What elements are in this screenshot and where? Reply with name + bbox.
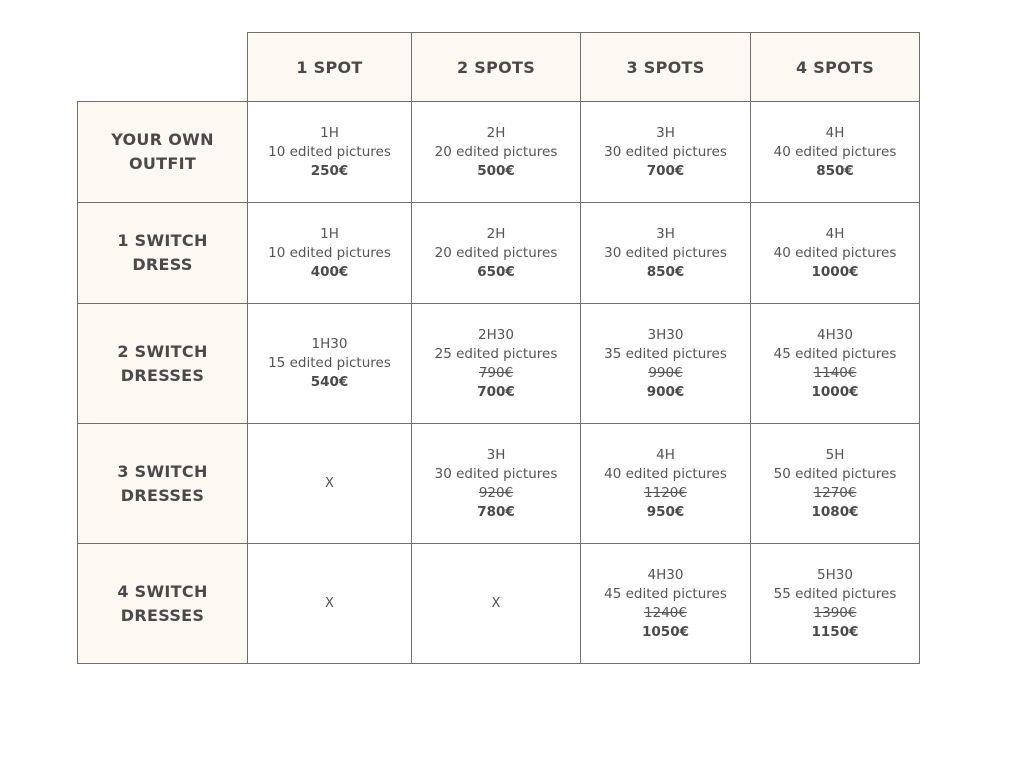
session-duration: 4H bbox=[825, 124, 845, 141]
old-price: 1240€ bbox=[644, 604, 687, 621]
pictures-count: 45 edited pictures bbox=[773, 345, 897, 362]
price: 1150€ bbox=[811, 623, 859, 640]
pictures-count: 40 edited pictures bbox=[773, 143, 897, 160]
row-header-line: OUTFIT bbox=[128, 154, 197, 173]
price: 1050€ bbox=[642, 623, 689, 640]
pictures-count: 15 edited pictures bbox=[268, 355, 391, 371]
table-row bbox=[78, 424, 920, 544]
session-duration: 1H30 bbox=[311, 336, 348, 352]
price-cell bbox=[412, 544, 581, 664]
price: 1000€ bbox=[811, 263, 859, 280]
price-cell bbox=[581, 544, 751, 664]
pictures-count: 10 edited pictures bbox=[268, 244, 391, 261]
table-row bbox=[78, 102, 920, 203]
price: 950€ bbox=[646, 503, 685, 520]
price: 850€ bbox=[816, 162, 854, 179]
session-duration: 2H bbox=[486, 124, 506, 141]
session-duration: 3H bbox=[656, 124, 675, 141]
row-header-line: DRESSES bbox=[120, 605, 205, 625]
price: 1000€ bbox=[811, 383, 859, 400]
price: 900€ bbox=[646, 383, 685, 400]
row-header-line: 1 SWITCH bbox=[117, 231, 208, 250]
price: 500€ bbox=[477, 162, 515, 179]
pictures-count: 30 edited pictures bbox=[434, 465, 558, 482]
old-price: 1120€ bbox=[644, 484, 687, 501]
price: 780€ bbox=[477, 503, 515, 520]
price: 650€ bbox=[477, 263, 515, 280]
pictures-count: 20 edited pictures bbox=[434, 244, 558, 261]
session-duration: 3H bbox=[486, 446, 506, 463]
price-cell bbox=[751, 424, 920, 544]
row-header-line: DRESS bbox=[132, 255, 193, 274]
price: 250€ bbox=[310, 162, 349, 179]
session-duration: 5H30 bbox=[817, 566, 853, 583]
pictures-count: 55 edited pictures bbox=[773, 585, 897, 602]
price-cell bbox=[412, 203, 581, 304]
row-header bbox=[78, 304, 248, 424]
price: 700€ bbox=[477, 383, 515, 400]
price: 400€ bbox=[310, 263, 349, 280]
row-header bbox=[78, 203, 248, 304]
price-cell bbox=[581, 424, 751, 544]
price-cell bbox=[248, 424, 412, 544]
old-price: 990€ bbox=[648, 364, 683, 381]
price: 850€ bbox=[646, 263, 685, 280]
price-cell bbox=[412, 102, 581, 203]
session-duration: 1H bbox=[320, 225, 339, 242]
price-cell bbox=[581, 203, 751, 304]
pictures-count: 50 edited pictures bbox=[773, 465, 897, 482]
column-header-1-spot: 1 SPOT bbox=[248, 33, 412, 102]
corner-cell bbox=[78, 33, 248, 102]
session-duration: 4H bbox=[825, 225, 845, 242]
unavailable-mark: X bbox=[325, 476, 334, 491]
price: 700€ bbox=[646, 162, 685, 179]
session-duration: 3H30 bbox=[647, 326, 684, 343]
price-cell bbox=[751, 544, 920, 664]
old-price: 1390€ bbox=[813, 604, 857, 621]
row-header bbox=[78, 424, 248, 544]
header-row bbox=[78, 33, 920, 102]
price: 540€ bbox=[310, 374, 349, 390]
pictures-count: 40 edited pictures bbox=[604, 465, 727, 482]
price-cell bbox=[581, 102, 751, 203]
session-duration: 5H bbox=[825, 446, 845, 463]
row-header bbox=[78, 102, 248, 203]
old-price: 1140€ bbox=[813, 364, 857, 381]
row-header-line: YOUR OWN bbox=[111, 130, 214, 149]
price-cell bbox=[412, 424, 581, 544]
session-duration: 4H bbox=[656, 446, 675, 463]
old-price: 920€ bbox=[478, 484, 514, 501]
column-header-2-spots: 2 SPOTS bbox=[412, 33, 581, 102]
session-duration: 4H30 bbox=[647, 566, 684, 583]
pricing-table-body bbox=[78, 102, 920, 664]
row-header-line: 3 SWITCH bbox=[117, 461, 208, 481]
row-header-line: 2 SWITCH bbox=[117, 341, 208, 361]
price-cell bbox=[248, 304, 412, 424]
price-cell bbox=[751, 203, 920, 304]
session-duration: 2H bbox=[486, 225, 506, 242]
table-row bbox=[78, 304, 920, 424]
pictures-count: 20 edited pictures bbox=[434, 143, 558, 160]
session-duration: 3H bbox=[656, 225, 675, 242]
price-cell bbox=[248, 544, 412, 664]
session-duration: 2H30 bbox=[478, 326, 514, 343]
price: 1080€ bbox=[811, 503, 859, 520]
row-header-line: 4 SWITCH bbox=[117, 581, 208, 601]
unavailable-mark: X bbox=[325, 596, 334, 611]
price-cell bbox=[581, 304, 751, 424]
price-cell bbox=[751, 304, 920, 424]
price-cell bbox=[751, 102, 920, 203]
column-header-3-spots: 3 SPOTS bbox=[581, 33, 751, 102]
row-header-line: DRESSES bbox=[120, 485, 205, 505]
session-duration: 4H30 bbox=[817, 326, 853, 343]
column-header-4-spots: 4 SPOTS bbox=[751, 33, 920, 102]
row-header-line: DRESSES bbox=[120, 365, 205, 385]
pictures-count: 45 edited pictures bbox=[604, 585, 727, 602]
session-duration: 1H bbox=[320, 124, 339, 141]
unavailable-mark: X bbox=[491, 596, 501, 611]
pictures-count: 40 edited pictures bbox=[773, 244, 897, 261]
price-cell bbox=[248, 102, 412, 203]
table-row bbox=[78, 203, 920, 304]
price-cell bbox=[412, 304, 581, 424]
pictures-count: 25 edited pictures bbox=[434, 345, 558, 362]
table-row bbox=[78, 544, 920, 664]
pricing-table bbox=[77, 32, 920, 664]
pictures-count: 30 edited pictures bbox=[604, 143, 727, 160]
pictures-count: 35 edited pictures bbox=[604, 345, 727, 362]
pictures-count: 10 edited pictures bbox=[268, 143, 391, 160]
old-price: 790€ bbox=[478, 364, 514, 381]
row-header bbox=[78, 544, 248, 664]
pictures-count: 30 edited pictures bbox=[604, 244, 727, 261]
price-cell bbox=[248, 203, 412, 304]
old-price: 1270€ bbox=[813, 484, 857, 501]
